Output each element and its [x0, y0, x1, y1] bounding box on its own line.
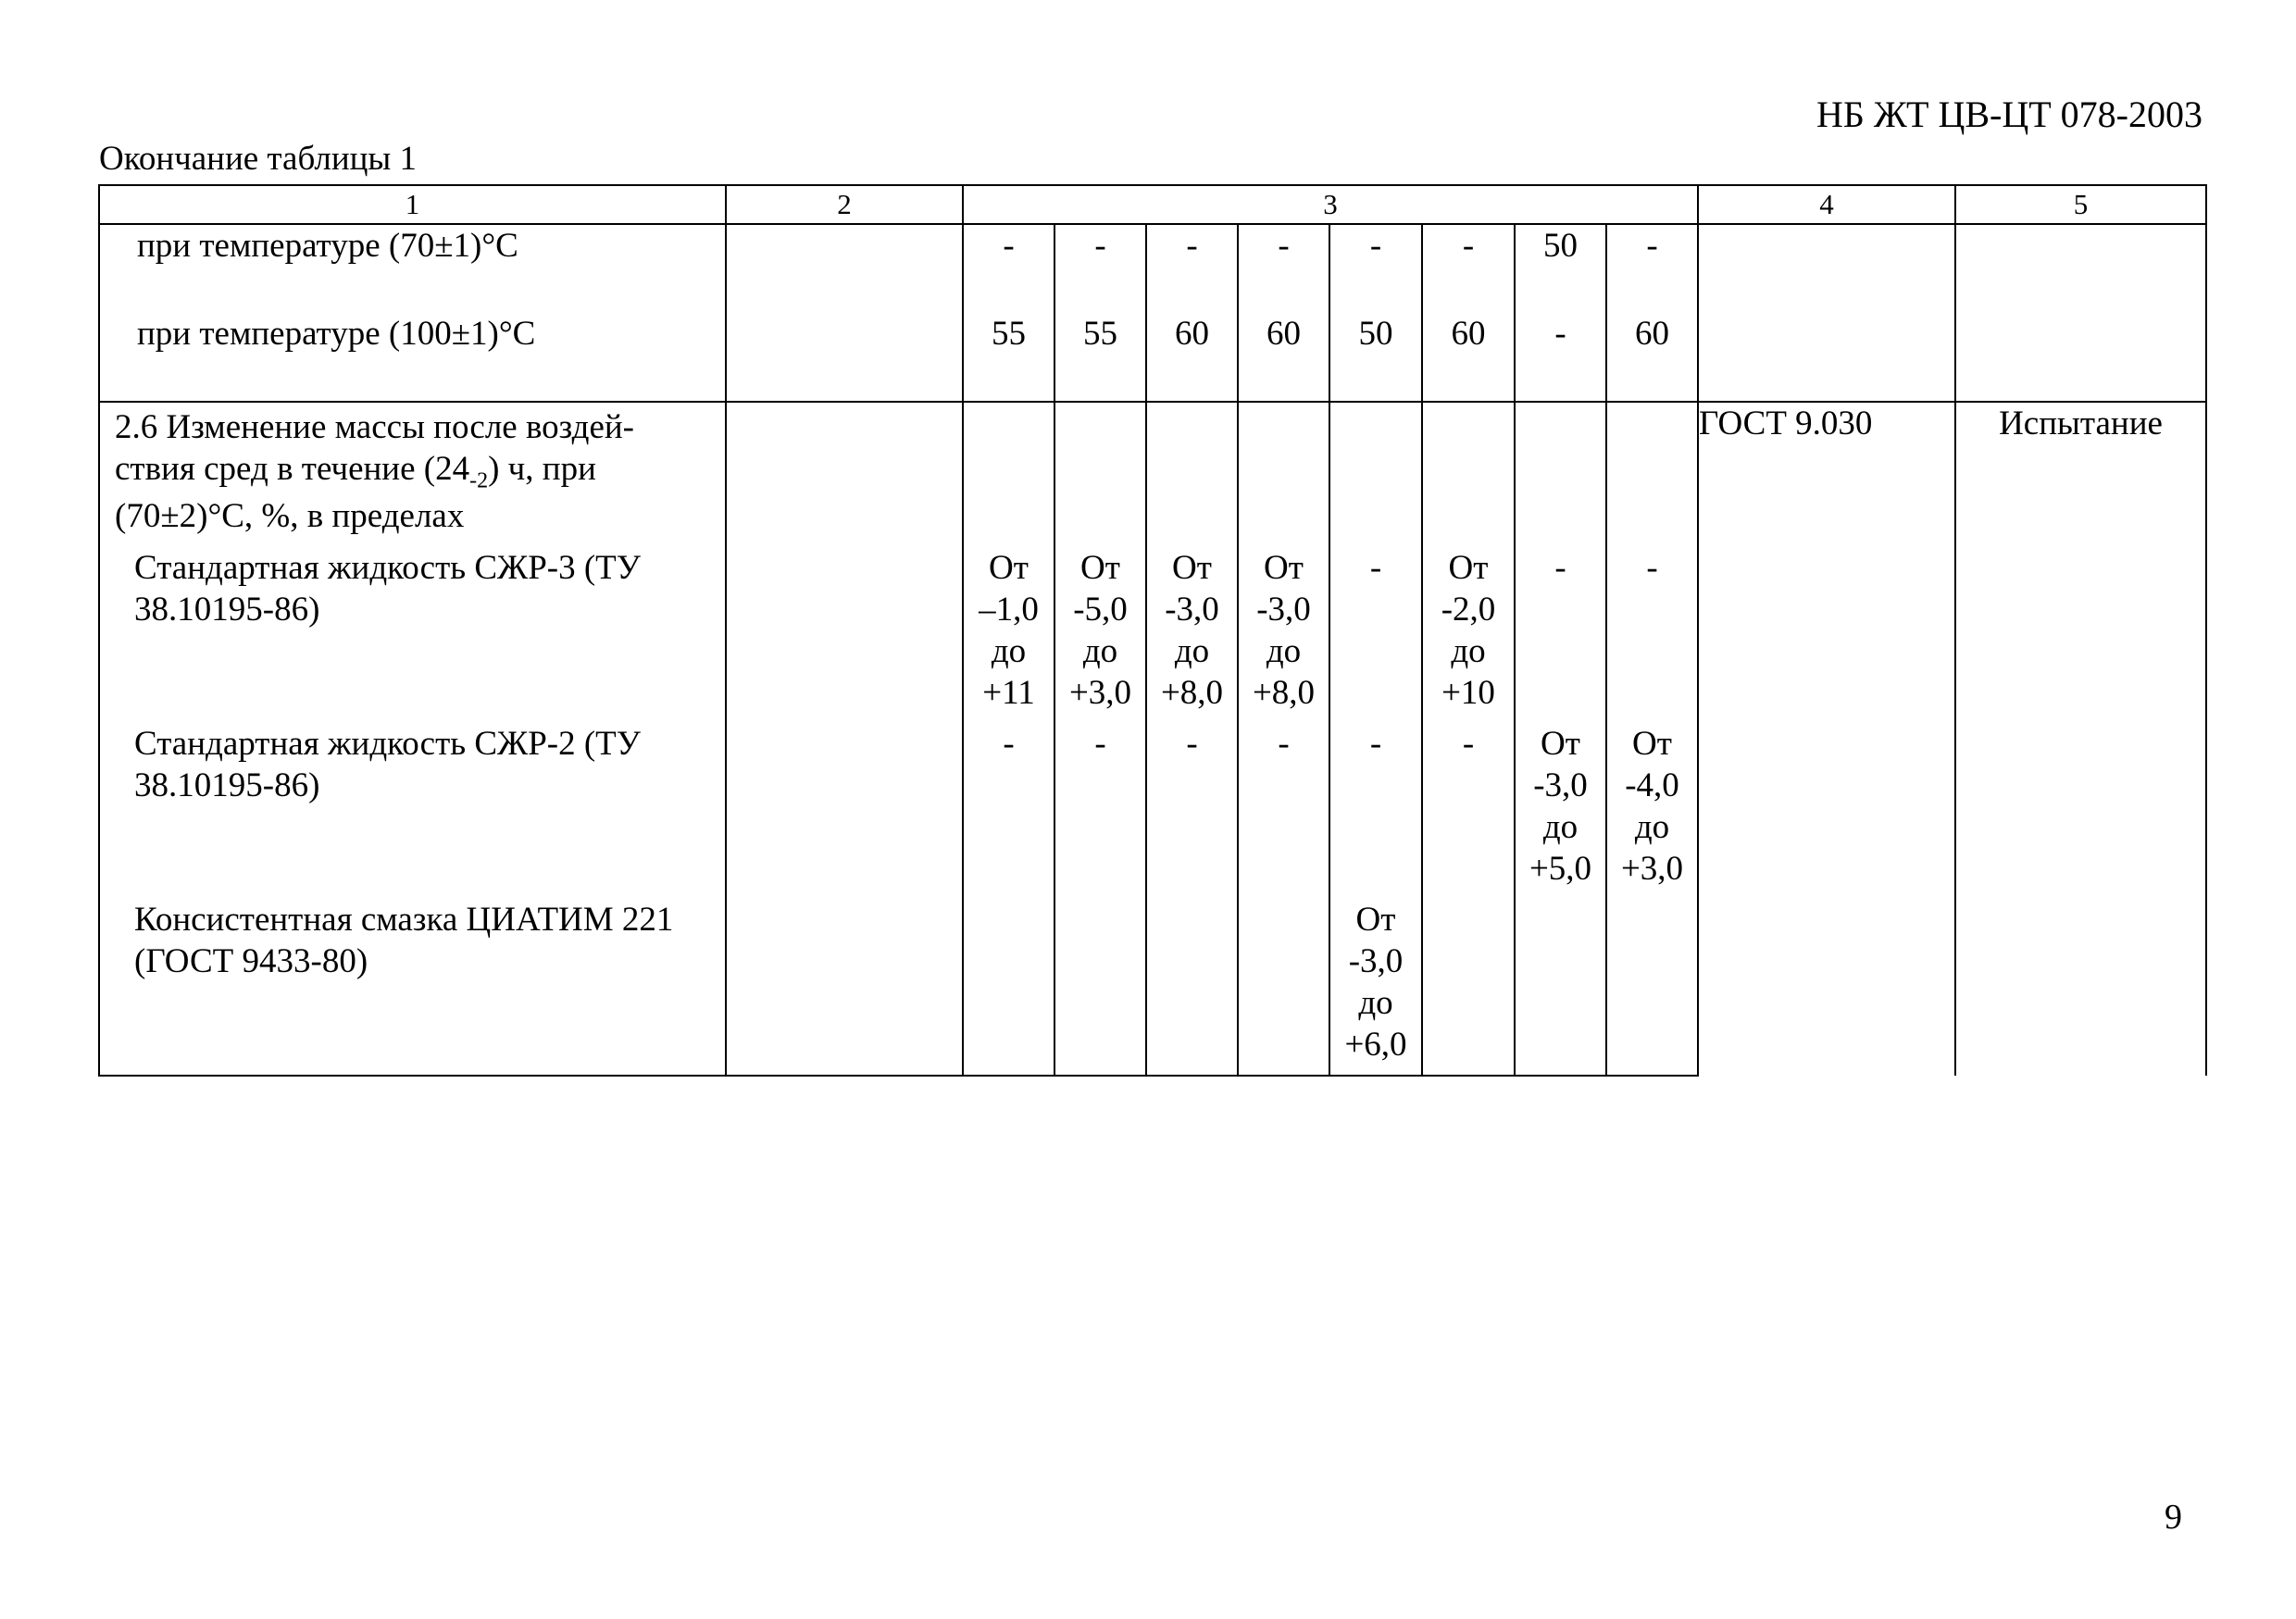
value-cell: 55: [963, 313, 1054, 402]
column-header: 5: [1955, 185, 2206, 224]
value-line: -3,0: [1533, 766, 1588, 805]
value-line: -: [1186, 725, 1198, 763]
empty-cell: [1698, 313, 1955, 402]
value-line: -3,0: [1256, 591, 1311, 629]
value-cell: -: [1054, 224, 1146, 313]
value-line: до: [1634, 808, 1670, 847]
empty-cell: [1606, 402, 1698, 547]
document-code: НБ ЖТ ЦВ-ЦТ 078-2003: [1816, 93, 2202, 135]
value-line: +11: [982, 674, 1035, 713]
column-header: 3: [963, 185, 1698, 224]
value-cell: 60: [1606, 313, 1698, 402]
value-cell: [1329, 899, 1422, 1076]
value-line: От: [1080, 549, 1120, 587]
row-label: при температуре (70±1)°С: [99, 224, 726, 313]
value-line: +3,0: [1620, 850, 1684, 889]
empty-cell: [726, 313, 963, 402]
value-line: до: [1266, 632, 1302, 671]
empty-cell: [963, 402, 1054, 547]
test-method: Испытание: [1955, 402, 2206, 1076]
table-row: [99, 402, 2206, 547]
value-cell: 60: [1238, 313, 1329, 402]
column-header: 4: [1698, 185, 1955, 224]
empty-cell: [1238, 402, 1329, 547]
value-cell: -: [1329, 224, 1422, 313]
value-cell: 60: [1146, 313, 1238, 402]
label-subscript: -2: [469, 468, 489, 493]
value-cell: [1515, 899, 1606, 1076]
value-cell: -: [1606, 224, 1698, 313]
table-row: [99, 224, 2206, 313]
value-cell: [1238, 899, 1329, 1076]
value-line: +10: [1441, 674, 1495, 713]
value-line: +3,0: [1068, 674, 1132, 713]
empty-cell: [1422, 402, 1515, 547]
value-line: -: [1462, 725, 1475, 763]
value-line: От: [1264, 549, 1304, 587]
empty-cell: [1329, 402, 1422, 547]
value-cell: 55: [1054, 313, 1146, 402]
value-cell: [1238, 723, 1329, 899]
row-label: при температуре (100±1)°С: [99, 313, 726, 402]
value-cell: [1238, 547, 1329, 723]
empty-cell: [1054, 402, 1146, 547]
value-line: От: [1541, 725, 1580, 763]
value-line: -3,0: [1348, 942, 1404, 981]
value-line: -5,0: [1073, 591, 1128, 629]
value-cell: [1146, 723, 1238, 899]
value-cell: [1054, 899, 1146, 1076]
value-line: -: [1554, 549, 1566, 587]
value-line: От: [1172, 549, 1212, 587]
value-line: до: [1451, 632, 1486, 671]
value-line: +6,0: [1344, 1026, 1407, 1065]
value-cell: 60: [1422, 313, 1515, 402]
empty-cell: [726, 402, 963, 547]
value-line: +8,0: [1160, 674, 1224, 713]
table-row: [99, 313, 2206, 402]
row-label: Консистентная смазка ЦИАТИМ 221 (ГОСТ 9433-80): [99, 899, 726, 1076]
value-cell: [1054, 547, 1146, 723]
value-cell: 50: [1329, 313, 1422, 402]
requirements-table: [98, 184, 2207, 1077]
value-cell: [1054, 723, 1146, 899]
value-line: -2,0: [1441, 591, 1496, 629]
value-cell: [963, 547, 1054, 723]
value-line: до: [1358, 984, 1393, 1023]
empty-cell: [1955, 313, 2206, 402]
standard-reference: ГОСТ 9.030: [1698, 402, 1955, 1076]
value-cell: [1422, 899, 1515, 1076]
value-line: +8,0: [1252, 674, 1316, 713]
row-label: Стандартная жидкость СЖР-2 (ТУ 38.10195-86): [99, 723, 726, 899]
value-line: От: [1355, 901, 1396, 939]
value-cell: [1146, 547, 1238, 723]
value-line: –1,0: [979, 591, 1039, 629]
empty-cell: [1515, 402, 1606, 547]
value-cell: [1422, 723, 1515, 899]
empty-cell: [726, 899, 963, 1076]
column-header: 1: [99, 185, 726, 224]
value-cell: 50: [1515, 224, 1606, 313]
value-cell: [1329, 723, 1422, 899]
value-cell: [963, 899, 1054, 1076]
row-label: Стандартная жидкость СЖР-3 (ТУ 38.10195-86): [99, 547, 726, 723]
label-line: (70±2)°С, %, в пределах: [115, 496, 465, 535]
value-cell: [1606, 899, 1698, 1076]
label-line: 2.6 Изменение массы после воздей-: [115, 408, 634, 446]
value-cell: [1606, 547, 1698, 723]
value-line: -: [1094, 725, 1106, 763]
label-line: ствия сред в течение (24: [115, 450, 470, 489]
value-cell: [1146, 899, 1238, 1076]
table-header-row: [99, 185, 2206, 224]
empty-cell: [726, 547, 963, 723]
value-line: -: [1369, 725, 1382, 763]
column-header: 2: [726, 185, 963, 224]
empty-cell: [726, 224, 963, 313]
value-cell: -: [1146, 224, 1238, 313]
value-cell: -: [1422, 224, 1515, 313]
value-line: -: [1646, 549, 1658, 587]
value-cell: [1515, 723, 1606, 899]
value-line: -3,0: [1165, 591, 1219, 629]
value-cell: [1422, 547, 1515, 723]
page-number: 9: [2165, 1498, 2182, 1537]
value-cell: [963, 723, 1054, 899]
value-line: От: [1448, 549, 1489, 587]
value-cell: -: [1238, 224, 1329, 313]
label-line: ) ч, при: [488, 450, 596, 489]
empty-cell: [1698, 224, 1955, 313]
value-line: -: [1003, 725, 1015, 763]
row-label: [99, 402, 726, 547]
value-line: От: [989, 549, 1029, 587]
value-cell: [1329, 547, 1422, 723]
value-cell: -: [1515, 313, 1606, 402]
table-caption: Окончание таблицы 1: [99, 140, 418, 178]
empty-cell: [1955, 224, 2206, 313]
value-cell: [1515, 547, 1606, 723]
value-line: до: [1542, 808, 1578, 847]
value-line: до: [991, 632, 1027, 671]
value-cell: -: [963, 224, 1054, 313]
value-line: От: [1632, 725, 1672, 763]
value-cell: [1606, 723, 1698, 899]
empty-cell: [726, 723, 963, 899]
value-line: +5,0: [1529, 850, 1592, 889]
value-line: -: [1369, 549, 1382, 587]
value-line: -: [1278, 725, 1290, 763]
value-line: до: [1082, 632, 1118, 671]
empty-cell: [1146, 402, 1238, 547]
value-line: до: [1174, 632, 1210, 671]
value-line: -4,0: [1625, 766, 1679, 805]
